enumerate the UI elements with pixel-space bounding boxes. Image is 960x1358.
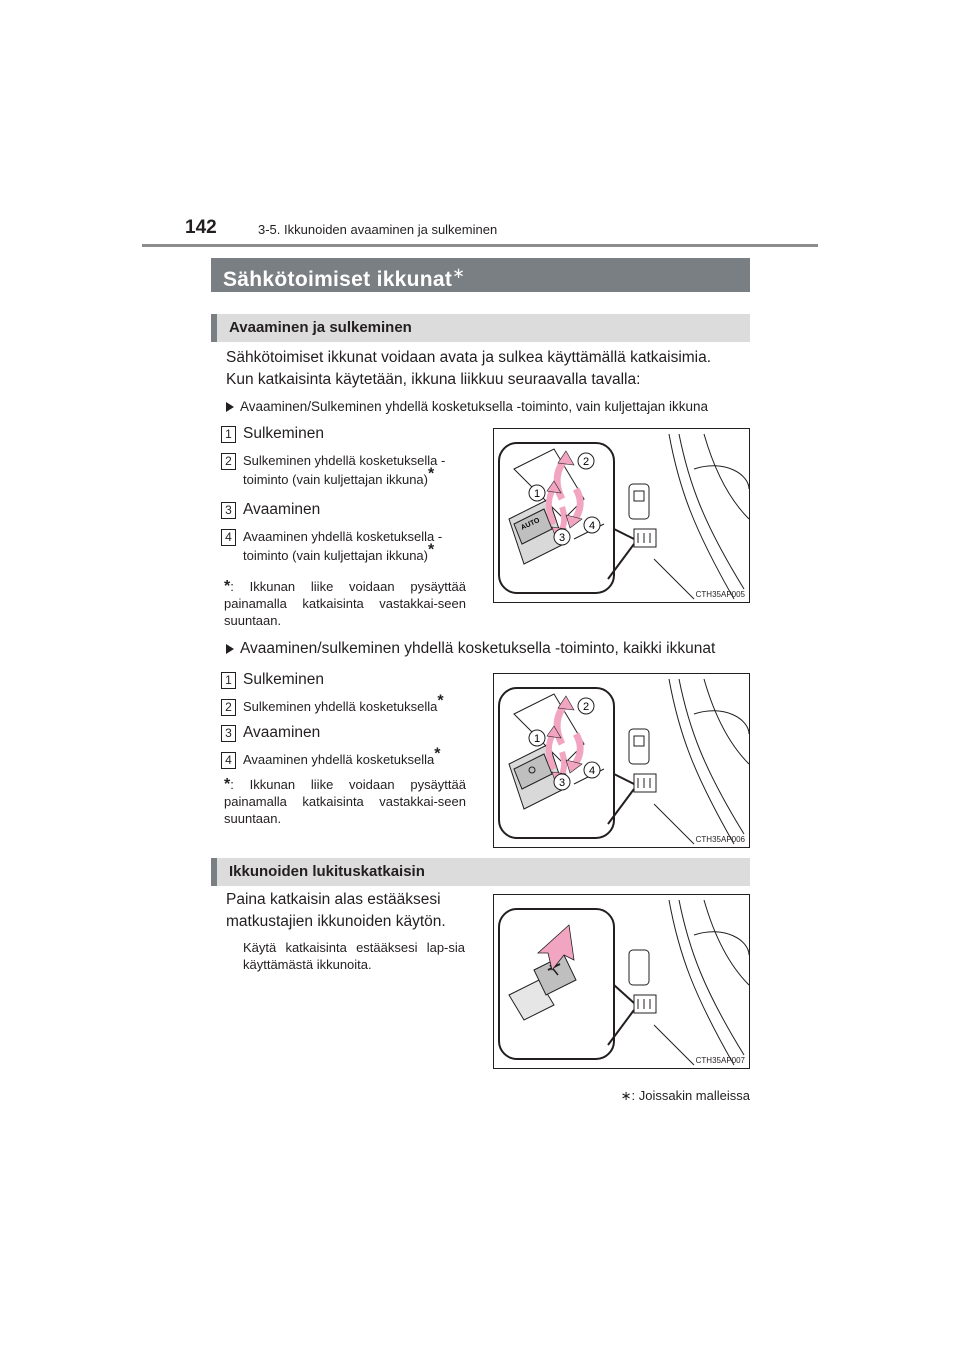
list-number: 4 [221,529,236,546]
callout-3: 3 [558,777,566,789]
list-item-line: toiminto (vain kuljettajan ikkuna) [243,472,428,487]
list-number: 2 [221,453,236,470]
list-item: Avaaminen [243,724,321,741]
figure-caption: CTH35AP007 [695,1056,745,1065]
list-item: Avaaminen [243,501,321,518]
list-number: 2 [221,699,236,716]
intro-line-2: Kun katkaisinta käytetään, ikkuna liikkuu seuraavalla tavalla: [226,371,641,388]
callout-4: 4 [588,765,596,777]
list-item-text: Sulkeminen yhdellä kosketuksella [243,699,438,714]
lock-para-line-2: matkustajien ikkunoiden käytön. [226,913,446,930]
switch-illustration [494,674,750,848]
list-item [243,692,465,716]
callout-2: 2 [582,701,590,713]
footnote-stop [224,578,466,629]
asterisk-mark: * [427,541,435,559]
lock-switch-illustration [494,895,750,1069]
list-item [243,527,465,565]
list-item: Sulkeminen [243,425,324,442]
bullet-all-windows [226,640,715,658]
running-head: 3-5. Ikkunoiden avaaminen ja sulkeminen [258,222,498,237]
section-heading-lock-switch: Ikkunoiden lukituskatkaisin [211,858,750,886]
list-number: 3 [221,502,236,519]
figure-driver-switch [493,428,750,603]
bullet-driver-only-text: Avaaminen/Sulkeminen yhdellä kosketuksella -toiminto, vain kuljettajan ikkuna [240,399,709,414]
asterisk-mark: * [437,692,444,710]
model-star: ∗ [452,265,466,282]
list-number: 1 [221,672,236,689]
triangle-bullet-icon [226,644,234,654]
callout-1: 1 [533,733,541,745]
footnote-text: : Ikkunan liike voidaan pysäyttää painamalla katkaisinta vastakkai-seen suuntaan. [224,777,466,826]
figure-all-windows-switch [493,673,750,848]
auto-label: AUTO [520,516,541,532]
page-number: 142 [185,217,217,238]
list-item-text: Avaaminen yhdellä kosketuksella [243,752,435,767]
list-item: Sulkeminen [243,671,324,688]
figure-caption: CTH35AP006 [695,835,745,844]
footnote-stop [224,776,466,827]
figure-caption: CTH35AP005 [695,590,745,599]
asterisk-mark: * [434,745,441,763]
lock-note: Käytä katkaisinta estääksesi lap-sia käyttämästä ikkunoita. [243,940,465,972]
footer-note: ∗: Joissakin malleissa [620,1088,750,1103]
callout-4: 4 [588,520,596,532]
section-heading-open-close: Avaaminen ja sulkeminen [211,314,750,342]
intro-line-1: Sähkötoimiset ikkunat voidaan avata ja sulkea käyttämällä katkaisimia. [226,349,712,366]
page-title [211,258,750,292]
list-item-line: toiminto (vain kuljettajan ikkuna) [243,548,428,563]
callout-3: 3 [558,532,566,544]
list-item-line: Sulkeminen yhdellä kosketuksella - [243,453,446,468]
list-number: 4 [221,752,236,769]
asterisk-mark: * [224,578,231,595]
bullet-driver-only [226,399,708,414]
switch-illustration [494,429,750,603]
figure-lock-switch [493,894,750,1069]
footnote-text: : Ikkunan liike voidaan pysäyttää painamalla katkaisinta vastakkai-seen suuntaan. [224,579,466,628]
bullet-all-windows-text: Avaaminen/sulkeminen yhdellä kosketuksella -toiminto, kaikki ikkunat [240,640,716,657]
triangle-bullet-icon [226,402,234,412]
page-title-text: Sähkötoimiset ikkunat [223,268,453,291]
list-number: 3 [221,725,236,742]
list-item-line: Avaaminen yhdellä kosketuksella - [243,529,443,544]
list-number: 1 [221,426,236,443]
asterisk-mark: * [427,465,435,483]
callout-1: 1 [533,488,541,500]
asterisk-mark: * [224,776,231,793]
lock-para-line-1: Paina katkaisin alas estääksesi [226,891,441,908]
list-item [243,745,465,769]
list-item [243,451,465,489]
callout-2: 2 [582,456,590,468]
header-rule [142,244,818,247]
